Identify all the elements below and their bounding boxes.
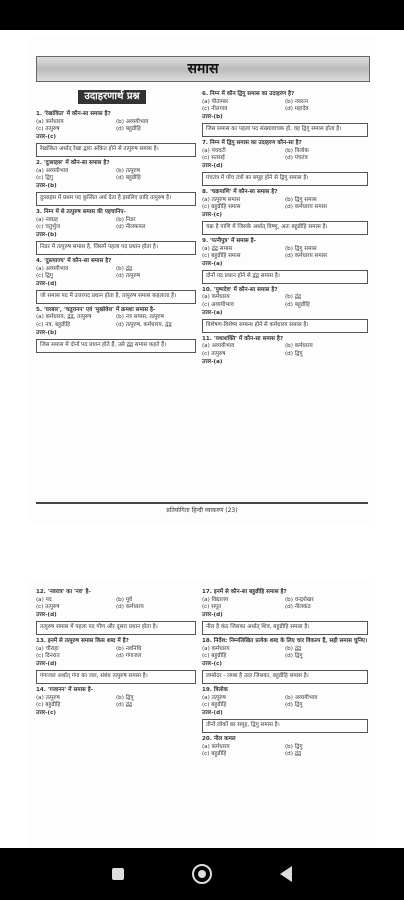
back-button[interactable] xyxy=(272,860,300,888)
question-text: 5. 'घरबार', 'चतुरानन' एवं 'मुखोवेश' में क्रमशः समास है- xyxy=(36,306,156,313)
option-d: (d) महादेव xyxy=(285,106,309,113)
option-c: (c) सतसई xyxy=(202,155,225,162)
option-c: (c) बहुव्रीहि xyxy=(202,751,227,758)
option-c: (c) सपूत xyxy=(202,604,222,611)
option-c: (c) द्विगु xyxy=(36,175,54,182)
answer-label: उत्तर-(d) xyxy=(36,280,57,287)
options xyxy=(36,168,196,183)
question-item xyxy=(202,736,368,759)
options xyxy=(36,314,196,329)
explanation-box: जिस समास का पहला पद संख्यावाचक हो, वह द्विगु समास होता है। xyxy=(202,123,368,137)
option-a: (a) पंचवटी xyxy=(202,147,226,154)
document-page-1 xyxy=(30,36,375,522)
left-column xyxy=(36,586,196,717)
question-text: 2. 'दुःसाहस' में कौन-सा समास है? xyxy=(36,159,110,166)
question-item xyxy=(202,687,368,733)
question-text: 17. इनमें से कौन-सा बहुव्रीहि समास है? xyxy=(202,589,287,595)
options xyxy=(202,246,368,261)
option-a: (a) कर्मधारय xyxy=(202,743,230,750)
option-b: (b) अव्ययीभाव xyxy=(285,694,318,701)
question-text: 7. निम्न में द्विगु समास का उदाहरण कौन-सा है? xyxy=(202,139,302,146)
explanation-box: रेखांकित अर्थात् रेखा द्वारा अंकित होने से तत्पुरुष समास है। xyxy=(36,143,196,157)
answer-label: उत्तर-(d) xyxy=(202,162,223,169)
explanation-box: लम्बोदर - लम्बा है उदर जिसका, बहुव्रीहि समास है। xyxy=(202,670,368,684)
option-a: (a) कर्मधारय xyxy=(36,118,64,125)
explanation-box: पंचतंत्र में पाँच तंत्रों का समूह होने से द्विगु समास है। xyxy=(202,172,368,186)
back-icon xyxy=(280,866,292,882)
answer-label: उत्तर-(c) xyxy=(36,133,56,140)
option-d: (d) नीलकमल xyxy=(116,224,146,231)
answer-label: उत्तर-(d) xyxy=(36,611,57,618)
explanation-box: तीनों लोकों का समूह, द्विगु समास है। xyxy=(202,719,368,733)
option-c: (c) तत्पुरुष xyxy=(36,126,60,133)
left-column xyxy=(36,108,196,355)
explanation-box: जो समास पद में उत्तरपद प्रधान होता है, तत्पुरुष समास कहलाता है। xyxy=(36,290,196,304)
options xyxy=(202,148,368,163)
option-c: (c) बहुव्रीहि समास xyxy=(202,204,241,211)
page-footer: प्रतियोगिता हिन्दी व्याकरण (23) xyxy=(36,502,368,514)
answer-label: उत्तर-(a) xyxy=(202,260,223,267)
option-a: (a) अव्ययीभाव xyxy=(202,343,235,350)
option-b: (b) चन्द्रशेखर xyxy=(285,596,314,603)
option-b: (b) द्वंद्व xyxy=(116,265,133,272)
option-d: (d) बहुव्रीहि xyxy=(116,175,141,182)
chapter-title: समास xyxy=(187,61,219,77)
status-bar xyxy=(0,0,404,30)
option-a: (a) विद्यालय xyxy=(202,596,229,603)
option-d: (d) कर्मधारय समास xyxy=(285,204,327,211)
recent-apps-button[interactable] xyxy=(104,860,132,888)
question-item xyxy=(36,638,196,684)
options xyxy=(36,695,196,710)
question-text: 8. 'चक्रपाणि' में कौन-सा समास है? xyxy=(202,188,278,195)
explanation-box: जिस समास में दोनों पद प्रधान होते हैं, उसे द्वंद्व समास कहते हैं। xyxy=(36,339,196,353)
option-a: (a) तत्पुरुष समास xyxy=(202,196,240,203)
answer-label: उत्तर-(a) xyxy=(202,358,223,365)
option-d: (d) तत्पुरुष, कर्मधारय, द्वंद्व xyxy=(116,322,172,329)
option-b: (b) द्वंद्व xyxy=(285,645,302,652)
option-d: (d) बहुव्रीहि xyxy=(116,126,141,133)
explanation-box: दुःसाहस में प्रथम पद कुत्सित अर्थ देता है इसलिए प्रादि तत्पुरुष है। xyxy=(36,192,196,206)
question-text: 18. निर्देश: निम्नलिखित प्रत्येक शब्द के लिए चार विकल्प हैं, सही समास चुनिए। xyxy=(202,637,368,644)
option-d: (d) द्विगु xyxy=(285,702,303,709)
option-b: (b) द्विगु समास xyxy=(285,245,317,252)
recent-apps-icon xyxy=(112,868,124,880)
explanation-box: निडर में तत्पुरुष समास है, जिसमें पहला पद प्रधान होता है। xyxy=(36,241,196,255)
option-b: (b) पूर्व xyxy=(116,596,132,603)
option-d: (d) द्वंद्व xyxy=(285,751,302,758)
question-text: 1. 'रेखांकित' में कौन-सा समास है? xyxy=(36,111,111,117)
options xyxy=(202,597,368,612)
option-d: (d) द्विगु xyxy=(285,351,303,358)
option-c: (c) बहुव्रीहि समास xyxy=(202,253,241,260)
option-b: (b) नवनिधि xyxy=(116,645,142,652)
option-c: (c) बहुव्रीहि xyxy=(36,702,61,709)
question-item xyxy=(202,287,368,333)
option-b: (b) अव्ययीभाव xyxy=(116,118,149,125)
question-item xyxy=(202,589,368,635)
question-item xyxy=(202,336,368,366)
option-a: (a) कर्मधारय xyxy=(202,294,230,301)
option-a: (a) अव्ययीभाव xyxy=(36,167,69,174)
answer-label: उत्तर-(b) xyxy=(202,113,223,120)
option-a: (a) द्वंद्व समास xyxy=(202,245,233,252)
option-d: (d) नीलकंठ xyxy=(285,604,311,611)
option-d: (d) द्वंद्व xyxy=(116,702,133,709)
question-text: 12. 'नवरात्र' का 'नव' है- xyxy=(36,589,91,595)
option-a: (a) नवग्रह xyxy=(36,216,58,223)
question-item xyxy=(36,111,196,157)
option-b: (b) द्विगु xyxy=(285,743,303,750)
question-text: 13. इनमें से तत्पुरुष समास किस शब्द में है? xyxy=(36,637,129,644)
navigation-bar xyxy=(0,848,404,900)
options xyxy=(202,343,368,358)
section-heading: उदाहरणार्थ प्रश्न xyxy=(78,90,146,104)
option-d: (d) गंगाजल xyxy=(116,653,142,660)
option-b: (b) त्रिलोक xyxy=(285,147,309,154)
options xyxy=(202,744,368,759)
question-item xyxy=(36,160,196,206)
options xyxy=(36,597,196,612)
option-c: (c) तत्पुरुष xyxy=(36,604,60,611)
option-a: (a) अव्ययीभाव xyxy=(36,265,69,272)
option-a: (a) तत्पुरुष xyxy=(202,694,226,701)
options xyxy=(36,266,196,281)
options xyxy=(36,646,196,661)
option-c: (c) द्विगु xyxy=(36,273,54,280)
question-item xyxy=(202,140,368,186)
option-c: (c) अव्ययीभाव xyxy=(202,302,234,309)
answer-label: उत्तर-(b) xyxy=(36,182,57,189)
options xyxy=(202,646,368,661)
option-b: (b) निडर xyxy=(116,216,136,223)
option-c: (c) चतुर्भुज xyxy=(36,224,61,231)
answer-label: उत्तर-(c) xyxy=(36,709,56,716)
option-d: (d) बहुव्रीहि xyxy=(285,302,310,309)
explanation-box: चक्र है पाणि में जिसके अर्थात् विष्णु, अतः बहुव्रीहि समास है। xyxy=(202,221,368,235)
question-item xyxy=(36,258,196,304)
option-b: (b) नत्र समास, तत्पुरुष xyxy=(116,314,164,321)
home-icon xyxy=(192,864,212,884)
option-b: (b) द्वंद्व xyxy=(285,294,302,301)
question-item xyxy=(36,307,196,353)
option-d: (d) कर्मधारय समास xyxy=(285,253,327,260)
explanation-box: नील है कंठ जिसका अर्थात् शिव, बहुव्रीहि समास है। xyxy=(202,621,368,635)
explanation-box: गंगाजल अर्थात् गंगा का जल, संबंध तत्पुरुष समास है। xyxy=(36,670,196,684)
answer-label: उत्तर-(d) xyxy=(202,611,223,618)
option-a: (a) कर्मधारय, द्वंद्व, तत्पुरुष xyxy=(36,314,92,321)
explanation-box: तत्पुरुष समास में पहला पद गौण और दूसरा प्रधान होता है। xyxy=(36,621,196,635)
question-text: 9. 'पत्नीपुत्र' में समास है- xyxy=(202,237,256,244)
answer-label: उत्तर-(d) xyxy=(36,660,57,667)
question-item xyxy=(36,687,196,717)
question-text: 19. त्रिलोक xyxy=(202,686,228,693)
option-a: (a) कर्मधारय xyxy=(202,645,230,652)
option-b: (b) तत्पुरुष xyxy=(116,167,140,174)
options xyxy=(202,197,368,212)
option-a: (a) चौराहा xyxy=(36,645,59,652)
right-column xyxy=(202,586,368,759)
question-item xyxy=(36,589,196,635)
options xyxy=(202,294,368,309)
right-column xyxy=(202,88,368,366)
option-c: (c) बहुव्रीहि xyxy=(202,702,227,709)
option-a: (a) पीताम्बर xyxy=(202,98,229,105)
options xyxy=(202,99,368,114)
options xyxy=(202,695,368,710)
question-text: 11. 'यथाशक्ति' में कौन-सा समास है? xyxy=(202,335,284,342)
answer-label: उत्तर-(a) xyxy=(202,309,223,316)
options xyxy=(36,119,196,134)
option-b: (b) द्विगु समास xyxy=(285,196,317,203)
option-b: (b) द्विगु xyxy=(116,694,134,701)
option-c: (c) नत्र, बहुव्रीहि xyxy=(36,322,71,329)
question-text: 6. निम्न में कौन द्विगु समास का उदाहरण है? xyxy=(202,91,295,97)
option-c: (c) दिनरात xyxy=(36,653,60,660)
option-c: (c) नीलगाय xyxy=(202,106,228,113)
answer-label: उत्तर-(c) xyxy=(202,660,222,667)
answer-label: उत्तर-(c) xyxy=(202,211,222,218)
home-button[interactable] xyxy=(188,860,216,888)
option-d: (d) पंचतंत्र xyxy=(285,155,308,162)
question-item xyxy=(202,91,368,137)
answer-label: उत्तर-(b) xyxy=(36,329,57,336)
question-item xyxy=(202,638,368,684)
question-item xyxy=(202,189,368,235)
answer-label: उत्तर-(d) xyxy=(202,709,223,716)
option-c: (c) तत्पुरुष xyxy=(202,351,226,358)
option-d: (d) कर्मधारय xyxy=(116,604,144,611)
option-b: (b) कर्मधारय xyxy=(285,343,313,350)
question-text: 14. 'गजानन' में समास है- xyxy=(36,686,94,693)
question-item xyxy=(36,209,196,255)
question-text: 3. निम्न में से तत्पुरुष समास की पहचानिए- xyxy=(36,208,126,215)
option-a: (a) पद xyxy=(36,596,52,603)
explanation-box: विशेषण-विशेष्य सम्बन्ध होने से कर्मधारय समास है। xyxy=(202,319,368,333)
option-c: (c) बहुव्रीहि xyxy=(202,653,227,660)
explanation-box: दोनों पद प्रधान होने से द्वंद्व समास है। xyxy=(202,270,368,284)
answer-label: उत्तर-(b) xyxy=(36,231,57,238)
question-item xyxy=(202,238,368,284)
document-page-2 xyxy=(30,578,375,848)
option-d: (d) द्विगु xyxy=(285,653,303,660)
option-d: (d) तत्पुरुष xyxy=(116,273,140,280)
options xyxy=(36,217,196,232)
question-text: 10. 'पुष्पदेव' में कौन-सा समास है? xyxy=(202,286,278,293)
chapter-title-bar xyxy=(36,56,370,82)
question-text: 4. 'दुस्त्याज्य' में कौन-सा समास है? xyxy=(36,257,112,264)
question-text: 20. नील कमल xyxy=(202,735,236,742)
option-b: (b) नवरत्न xyxy=(285,98,309,105)
option-a: (a) तत्पुरुष xyxy=(36,694,60,701)
